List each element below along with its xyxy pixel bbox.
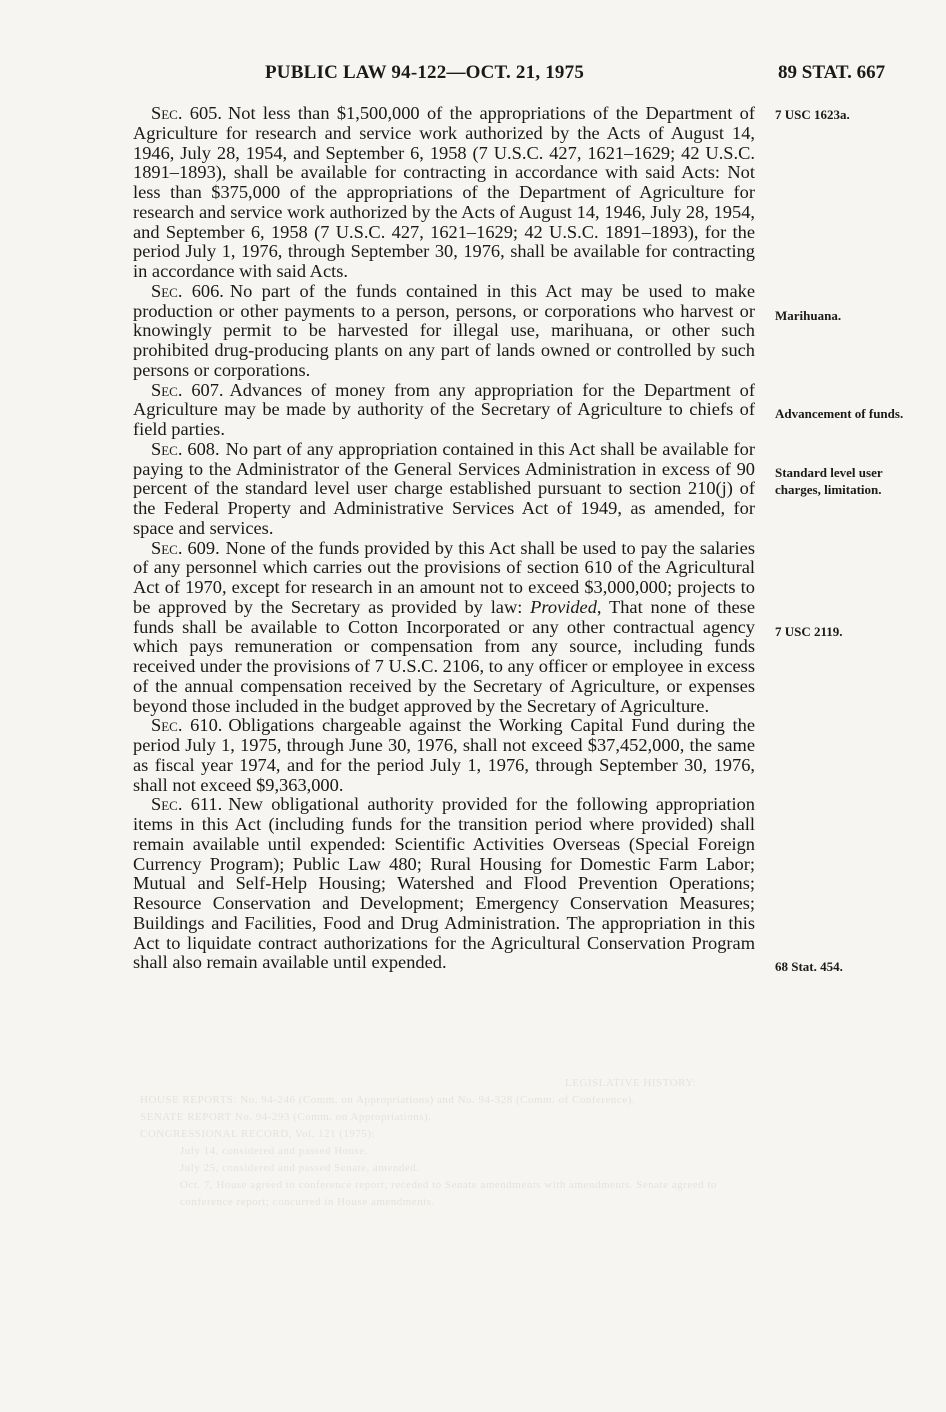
- section-611: [133, 795, 755, 973]
- section-text: No part of any appropriation contained in this Act shall be available for paying to the Administrator of the General Services Administration in excess of 90 percent of the standard level user charge established pursuant to section 210(j) of the Federal Property and Administrative Services Act of 1949, as amended, for space and services.: [133, 438, 756, 538]
- section-text: New obligational authority provided for the following appropriation items in this Act (including funds for the transition period where provided) shall remain available until expended: Scientific Activities Overseas (Special Foreign Currency Program); Public Law 480; Rural Housing for Domestic Farm Labor; Mutual and Self-Help Housing; Watershed and Flood Prevention Operations; Resource Conservation and Development; Emergency Conservation Measures; Buildings and Facilities, Food and Drug Administration. The appropriation in this Act to liquidate contract authorizations for the Agricultural Conservation Program shall also remain available until expended.: [133, 794, 755, 973]
- section-605: [133, 104, 755, 282]
- section-label: Sec. 608.: [151, 438, 220, 459]
- statute-page-number: 89 STAT. 667: [778, 62, 886, 83]
- section-text: Obligations chargeable against the Working Capital Fund during the period July 1, 1975, through June 30, 1976, shall not exceed $37,452,000, the same as fiscal year 1974, and for the period July 1, 1976, through September 30, 1976, shall not exceed $9,363,000.: [133, 715, 755, 795]
- section-text: No part of the funds contained in this Act may be used to make production or other payments to a person, persons, or corporations who harvest or knowingly permit to be harvested for illegal use, marihuana, or other such prohibited drug-producing plants on any part of lands owned or controlled by such persons or corporations.: [133, 280, 755, 380]
- bleed-through-line: SENATE REPORT No. 94-293 (Comm. on Appropriations).: [140, 1111, 432, 1123]
- bleed-through-line: Oct. 7, House agreed to conference report; receded to Senate amendments with amendments. Senate agreed to conference report; concurred in House amendments.: [180, 1179, 717, 1208]
- page-header: [0, 62, 946, 86]
- bleed-through-line: HOUSE REPORTS: No. 94-246 (Comm. on Appropriations) and No. 94-328 (Comm. of Conference).: [140, 1094, 636, 1106]
- section-608: [133, 440, 755, 539]
- bleed-through-line: LEGISLATIVE HISTORY:: [565, 1077, 697, 1089]
- section-label: Sec. 607.: [151, 379, 224, 400]
- bleed-through-line: July 25, considered and passed Senate, amended.: [180, 1162, 420, 1174]
- section-610: [133, 716, 755, 795]
- section-label: Sec. 611.: [151, 794, 223, 815]
- section-text: Not less than $1,500,000 of the appropriations of the Department of Agriculture for research and service work authorized by the Acts of August 14, 1946, July 28, 1954, and September 6, 1958 (7 U.S.C. 427, 1621–1629; 42 U.S.C. 1891–1893), shall be available for contracting in accordance with said Acts: Not less than $375,000 of the appropriations of the Department of Agriculture for research and service work authorized by the Acts of August 14, 1946, July 28, 1954, and September 6, 1958 (7 U.S.C. 427, 1621–1629; 42 U.S.C. 1891–1893), for the period July 1, 1976, through September 30, 1976, shall be available for contracting in accordance with said Acts.: [133, 103, 755, 281]
- margin-note-68-stat-454: 68 Stat. 454.: [775, 959, 843, 974]
- bleed-through-text: [140, 1075, 760, 1211]
- document-body: [133, 104, 755, 973]
- margin-note-7-usc-2119: 7 USC 2119.: [775, 624, 843, 639]
- margin-note-7-usc-1623a: 7 USC 1623a.: [775, 107, 850, 122]
- section-text: Advances of money from any appropriation for the Department of Agriculture may be made by authority of the Secretary of Agriculture to chiefs of field parties.: [133, 379, 755, 439]
- section-text: None of the funds provided by this Act shall be used to pay the salaries of any personnel which carries out the provisions of section 610 of the Agricultural Act of 1970, except for research in an amount not to exceed $3,000,000; projects to be approved by the Secretary as provided by law:: [133, 537, 755, 617]
- section-text-italic: Provided: [530, 596, 597, 617]
- page-title: PUBLIC LAW 94-122—OCT. 21, 1975: [265, 62, 585, 83]
- section-text: , That none of these funds shall be available to Cotton Incorporated or any other contractual agency which pays remuneration or compensation from any source, including funds received under the provisions of 7 U.S.C. 2106, to any officer or employee in excess of the annual compensation received by the Secretary of Agriculture, or expenses beyond those included in the budget approved by the Secretary of Agriculture.: [133, 596, 755, 716]
- margin-note-advancement-of-funds: Advancement of funds.: [775, 406, 904, 421]
- bleed-through-line: CONGRESSIONAL RECORD, Vol. 121 (1975):: [140, 1128, 376, 1140]
- bleed-through-line: July 14, considered and passed House.: [180, 1145, 369, 1157]
- section-label: Sec. 605.: [151, 103, 222, 123]
- section-607: [133, 381, 755, 440]
- margin-note-standard-level-user-charges: Standard level user charges, limitation.: [775, 465, 883, 497]
- section-label: Sec. 609.: [151, 537, 220, 558]
- section-label: Sec. 606.: [151, 280, 224, 301]
- section-606: [133, 282, 755, 381]
- section-609: [133, 539, 755, 717]
- section-label: Sec. 610.: [151, 715, 223, 736]
- margin-note-marihuana: Marihuana.: [775, 308, 842, 323]
